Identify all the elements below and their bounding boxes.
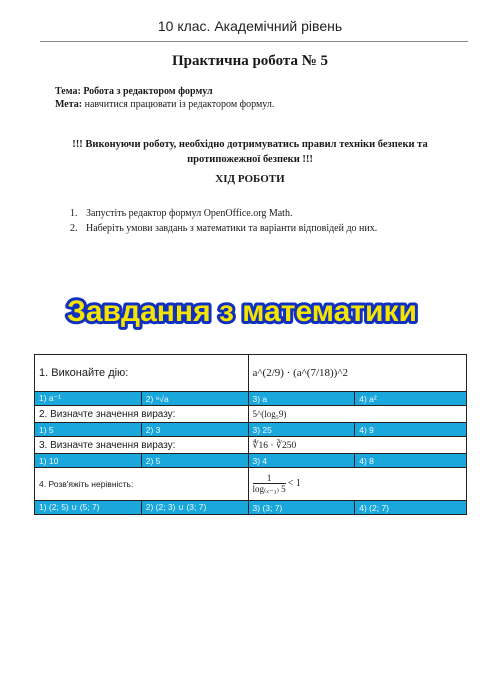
answer-option: 2) (2; 3) ∪ (3; 7) [141,501,248,515]
goal-value: навчитися працювати із редактором формул. [84,99,275,110]
task-question: 2. Визначте значення виразу: [35,406,249,423]
answer-option: 1) 5 [35,423,142,437]
inequality-relation: < 1 [287,477,301,489]
answer-option: 2) ⁹√a [141,392,248,406]
steps-list [70,206,377,236]
task-question: 1. Виконайте дію: [35,355,249,392]
step-number: 2. [70,223,78,234]
task-expression: ∜16 · ∛250 [248,437,467,454]
step-text: Наберіть умови завдань з математики та варіанти відповідей до них. [86,223,378,234]
math-tasks-banner [62,290,422,330]
topic-line [55,86,213,97]
fraction-numerator: 1 [253,473,286,484]
answer-option: 4) 9 [355,423,467,437]
fraction [253,473,286,495]
banner-title: Завдання з математики [67,295,417,328]
safety-warning: !!! Виконуючи роботу, необхідно дотримуватись правил техніки безпеки та протипожежної безпеки !!! [72,139,428,165]
task-question: 4. Розв'яжіть нерівність: [35,468,249,501]
document-title: Практична робота № 5 [171,53,329,69]
task-expression: a^(2/9) · (a^(7/18))^2 [248,355,467,392]
answer-option: 3) 25 [248,423,355,437]
page-header: 10 клас. Академічний рівень [157,18,343,34]
answers-row [35,501,467,515]
answers-row [35,392,467,406]
answer-option: 3) 4 [248,454,355,468]
answer-option: 4) (2; 7) [355,501,467,515]
answer-option: 2) 3 [141,423,248,437]
answer-option: 4) 8 [355,454,467,468]
answers-row [35,423,467,437]
task-row [35,437,467,454]
answer-option: 4) a² [355,392,467,406]
task-question: 3. Визначте значення виразу: [35,437,249,454]
fraction-denominator: log₍ₓ₋₁₎ 5 [252,484,286,494]
task-row [35,355,467,392]
answer-option: 1) (2; 5) ∪ (5; 7) [35,501,142,515]
answers-row [35,454,467,468]
answer-option: 3) (3; 7) [248,501,355,515]
procedure-heading: ХІД РОБОТИ [215,173,285,185]
task-row [35,406,467,423]
answer-option: 1) 10 [35,454,142,468]
header-divider [40,41,468,42]
answer-option: 1) a⁻¹ [35,392,142,406]
topic-value: Робота з редактором формул [83,86,213,97]
step-item [70,206,377,221]
topic-label: Тема: [55,86,81,97]
task-expression [248,468,467,501]
goal-label: Мета: [55,99,83,110]
task-row [35,468,467,501]
answer-option: 2) 5 [141,454,248,468]
task-expression: 5^(log₅9) [248,406,467,423]
step-text: Запустіть редактор формул OpenOffice.org Math. [86,208,293,219]
goal-line [55,99,274,110]
answer-option: 3) a [248,392,355,406]
tasks-table [34,354,467,515]
step-item [70,221,377,236]
step-number: 1. [70,208,78,219]
